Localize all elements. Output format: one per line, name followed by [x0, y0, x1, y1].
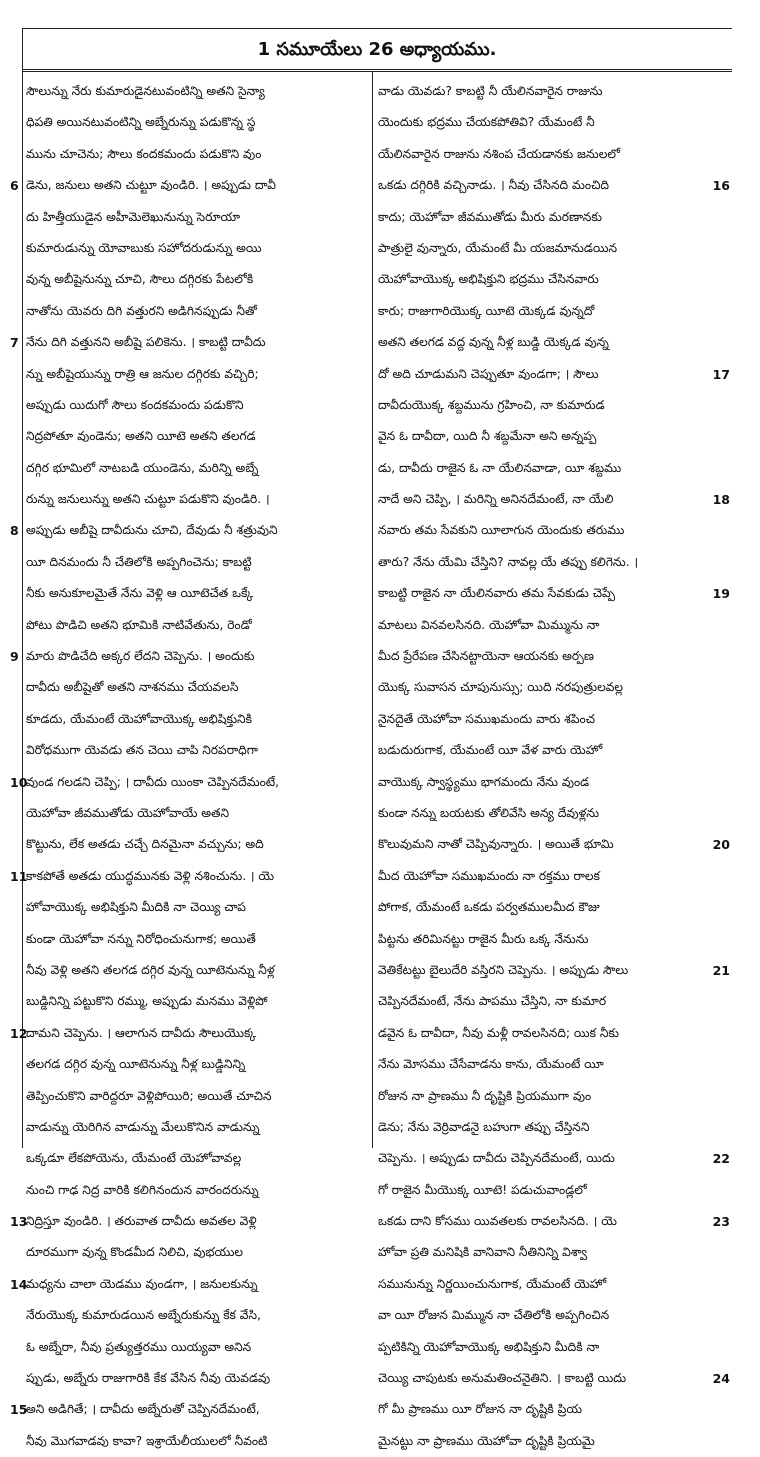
line-text: ఒకడు దాని కోసము యివతలకు రావలసినది. । యె: [378, 1214, 617, 1229]
line-text: తెప్పించుకొని వారిద్దరూ వెళ్లిపోయిరి; అయితే చూచిన: [26, 1088, 272, 1103]
text-line: [26, 264, 366, 295]
left-margin-rule: [22, 28, 23, 1148]
verse-number: 6: [10, 178, 19, 194]
verse-number: 15: [10, 1402, 28, 1418]
verse-number: 19: [712, 586, 730, 602]
text-line: [26, 1237, 366, 1268]
line-text: మీద ప్రేరేపణ చేసినట్టాయెనా ఆయనకు అర్పణ: [378, 649, 594, 664]
text-line: [378, 735, 718, 766]
line-text: డు, దావీదు రాజైన ఓ నా యేలినవాడా, యీ శబ్దము: [378, 460, 622, 475]
page-title: 1 సమూయేలు 26 అధ్యాయము.: [257, 39, 497, 60]
line-text: కారు; రాజుగారియొక్క యీటె యెక్కడ వున్నదో: [378, 303, 595, 318]
text-line: [378, 484, 730, 515]
line-text: నిద్రిస్తూ వుండిరి. । తరువాత దావీదు అవతల వెళ్లి: [26, 1214, 257, 1229]
line-text: పిట్టను తరిమినట్టు రాజైన మీరు ఒక్క నేనును: [378, 931, 589, 946]
text-line: [26, 704, 366, 735]
text-line: [10, 1206, 366, 1237]
text-line: [378, 767, 718, 798]
line-text: రోజున నా ప్రాణము నీ దృష్టికి ప్రియముగా వుం: [378, 1088, 592, 1103]
text-line: [26, 547, 366, 578]
line-text: యీ దినమందు నీ చేతిలోకి అప్పగించెను; కాబట్టి: [26, 554, 252, 569]
text-line: [26, 1332, 366, 1363]
line-text: పోగాక, యేమంటే ఒకడు పర్వతములమీద కౌజు: [378, 900, 600, 915]
line-text: మాటలు వినవలసినది. యెహోవా మిమ్మును నా: [378, 617, 600, 632]
line-text: నేరుయొక్క కుమారుడయిన అబ్నేరుకున్ను కేక వేసి,: [26, 1308, 261, 1323]
text-line: [26, 955, 366, 986]
line-text: నవారు తమ సేవకుని యీలాగున యెందుకు తరుము: [378, 523, 625, 538]
text-line: [378, 327, 718, 358]
line-text: దో అది చూడుమని చెప్పుతూ వుండగా; । సౌలు: [378, 366, 599, 381]
line-text: యెహోవాయొక్క అభిషిక్తుని భద్రము చేసినవారు: [378, 272, 599, 287]
verse-number: 7: [10, 335, 19, 351]
line-text: నీవు మొగవాడవు కావా? ఇశ్రాయేలీయులలో నీవంటి: [26, 1433, 268, 1448]
text-line: [378, 1018, 718, 1049]
line-text: బడుదురుగాక, యేమంటే యీ వేళ వారు యెహో: [378, 743, 603, 758]
line-text: ఓ అబ్నేరా, నీవు ప్రత్యుత్తరము యియ్యవా అనిన: [26, 1339, 252, 1354]
verse-number: 12: [10, 1025, 28, 1041]
verse-number: 9: [10, 649, 19, 665]
line-text: విరోధముగా యెవడు తన చెయి చాపి నిరపరాధిగా: [26, 743, 258, 758]
line-text: దామని చెప్పెను. । ఆలాగున దావీదు సౌలుయొక్క: [26, 1025, 257, 1040]
text-line: [378, 202, 718, 233]
text-line: [26, 672, 366, 703]
text-line: [378, 924, 718, 955]
line-text: దగ్గిర భూమిలో నాటబడి యుండెను, మరిన్ని అబ్నే: [26, 460, 259, 475]
text-line: [378, 829, 730, 860]
left-column: [10, 76, 366, 1457]
verse-number: 11: [10, 868, 28, 884]
text-line: [26, 892, 366, 923]
line-text: తారు? నేను యేమి చేస్తిని? నావల్ల యే తప్పు కలిగెను. ।: [378, 554, 639, 569]
line-text: నేను మోసము చేసేవాడను కాను, యేమంటే యీ: [378, 1057, 604, 1072]
line-text: మధ్యను చాలా యెడము వుండగా, । జనులకున్ను: [26, 1276, 258, 1291]
text-line: [378, 547, 718, 578]
text-line: [10, 327, 366, 358]
text-line: [26, 1175, 366, 1206]
line-text: ధిపతి అయినటువంటిన్ని అబ్నేరున్ను పడుకొన్న స్థ: [26, 115, 256, 130]
line-text: ప్పటికిన్ని యెహోవాయొక్క అభిషిక్తుని మీదికి నా: [378, 1339, 600, 1354]
line-text: యొక్క సువాసన చూపునుస్సు; యిది నరపుత్రులవల్ల: [378, 680, 624, 695]
line-text: గో రాజైన మీయొక్క యీటె! పడుచువాండ్లలో: [378, 1182, 587, 1197]
text-line: [26, 735, 366, 766]
line-text: వాయొక్క స్వాస్థ్యము భాగమందు నేను వుండ: [378, 774, 590, 789]
text-line: [26, 1300, 366, 1331]
line-text: తలగడ దగ్గిర వున్న యీటెనున్ను నీళ్ల బుడ్డినిన్ని: [26, 1057, 246, 1072]
verse-number: 20: [712, 837, 730, 853]
line-text: దు హిత్తీయుడైన అహీమెలెఖునున్ను సెరూయా: [26, 209, 241, 224]
line-text: హోవాయొక్క అభిషిక్తుని మీదికి నా చెయ్యి చాప: [26, 900, 246, 915]
text-line: [26, 1049, 366, 1080]
text-line: [378, 170, 730, 201]
line-text: కుండా యెహోవా నన్ను నిరోధించునుగాక; అయితే: [26, 931, 256, 946]
text-line: [10, 515, 366, 546]
line-text: అప్పుడు యిదుగో సౌలు కందకమందు పడుకొని: [26, 397, 244, 412]
line-text: అప్పుడు అబీషై దావీదును చూచి, దేవుడు నీ శత్రువుని: [26, 523, 278, 538]
text-line: [26, 453, 366, 484]
text-line: [26, 1363, 366, 1394]
verse-number: 18: [712, 492, 730, 508]
line-text: చెయ్యి చాపుటకు అనుమతించనైతిని. । కాబట్టి యిదు: [378, 1371, 627, 1386]
line-text: కూడదు, యేమంటే యెహోవాయొక్క అభిషిక్తునికి: [26, 711, 252, 726]
line-text: కాబట్టి రాజైన నా యేలినవారు తమ సేవకుడు చెప్పే: [378, 586, 616, 601]
line-text: కుమారుడున్ను యోవాబుకు సహోదరుడున్ను అయి: [26, 240, 262, 255]
right-column: [378, 76, 730, 1457]
line-text: కుండా నన్ను బయటకు తోలివేసి అన్య దేవుళ్లను: [378, 805, 600, 820]
text-line: [26, 484, 366, 515]
text-line: [378, 359, 730, 390]
text-line: [378, 892, 718, 923]
line-text: అని అడిగితే; । దావీదు అబ్నేరుతో చెప్పినదేమంటే,: [26, 1402, 260, 1417]
line-text: వా యీ రోజున మిమ్మున నా చేతిలోకి అప్పగించిన: [378, 1308, 610, 1323]
text-line: [378, 1143, 730, 1174]
line-text: సౌలున్ను నేరు కుమారుడైనటువంటిన్ని అతని సైన్యా: [26, 84, 265, 98]
text-line: [378, 233, 718, 264]
text-line: [26, 1426, 366, 1457]
verse-number: 21: [712, 962, 730, 978]
line-text: నుంచి గాఢ నిద్ర వారికి కలిగినందున వారందరున్ను: [26, 1182, 259, 1197]
line-text: బుడ్డినిన్ని పట్టుకొని రమ్ము, అప్పుడు మనము వెళ్లిపో: [26, 994, 268, 1009]
text-line: [378, 1049, 718, 1080]
verse-number: 24: [712, 1371, 730, 1387]
line-text: మారు పొడిచేది అక్కర లేదని చెప్పెను. । అందుకు: [26, 649, 255, 664]
text-line: [378, 1300, 718, 1331]
page-header: [22, 28, 732, 72]
text-line: [10, 1269, 366, 1300]
line-text: కొలువుమని నాతో చెప్పివున్నారు. । అయితే భూమి: [378, 837, 614, 852]
text-line: [10, 767, 366, 798]
text-line: [378, 1206, 730, 1237]
text-line: [378, 264, 718, 295]
text-line: [378, 1112, 718, 1143]
line-text: దూరముగా వున్న కొండమీద నిలిచి, వుభయుల: [26, 1245, 244, 1260]
line-text: వైన ఓ దావీదా, యిది నీ శబ్దమేనా అని అన్నప్ప: [378, 429, 597, 444]
line-text: వున్న అబీషైనున్ను చూచి, సౌలు దగ్గిరకు పేటలోకి: [26, 272, 254, 287]
line-text: ఒకడు దగ్గిరికి వచ్చినాడు. । నీవు చేసినది మంచిది: [378, 178, 610, 193]
text-line: [378, 578, 730, 609]
text-line: [378, 798, 718, 829]
line-text: ప్పుడు, అబ్నేరు రాజుగారికి కేక వేసిన నీవు యెవడవు: [26, 1371, 271, 1386]
text-line: [26, 107, 366, 138]
line-text: హోవా ప్రతి మనిషికి వానివాని నీతినిన్ని విశ్వా: [378, 1245, 588, 1260]
text-line: [378, 955, 730, 986]
text-line: [378, 1332, 718, 1363]
line-text: నైనదైతే యెహోవా సముఖమందు వారు శపించ: [378, 711, 595, 726]
text-line: [378, 421, 718, 452]
column-divider: [372, 72, 373, 1148]
text-line: [26, 1081, 366, 1112]
text-line: [26, 924, 366, 955]
text-line: [378, 641, 718, 672]
text-line: [378, 515, 718, 546]
text-line: [26, 296, 366, 327]
text-line: [26, 798, 366, 829]
line-text: యెహోవా జీవముతోడు యెహోవాయే అతని: [26, 805, 230, 820]
text-line: [10, 641, 366, 672]
text-line: [10, 1394, 366, 1425]
line-text: అతని తలగడ వద్ద వున్న నీళ్ల బుడ్డి యెక్కడ వున్న: [378, 335, 609, 350]
line-text: దావీదు అబీషైతో అతని నాశనము చేయవలసి: [26, 680, 239, 695]
line-text: నీవు వెళ్లి అతని తలగడ దగ్గిర వున్న యీటెనున్ను నీళ్ల: [26, 962, 275, 977]
text-line: [378, 986, 718, 1017]
line-text: కాకపోతే అతడు యుద్ధమునకు వెళ్లి నశించును. । యె: [26, 868, 275, 883]
text-line: [378, 1394, 718, 1425]
text-line: [26, 578, 366, 609]
text-line: [10, 1018, 366, 1049]
verse-number: 17: [712, 366, 730, 382]
line-text: వాడున్ను యెరిగిన వాడున్ను మేలుకొనిన వాడున్ను: [26, 1119, 260, 1134]
text-line: [26, 829, 366, 860]
text-line: [26, 610, 366, 641]
line-text: వెతికేటట్టు బైలుదేరి వస్తిరని చెప్పెను. । అప్పుడు సౌలు: [378, 962, 629, 977]
line-text: రున్ను జనులున్ను అతని చుట్టూ పడుకొని వుండిరి. ।: [26, 492, 270, 507]
line-text: యేలినవారైన రాజును నశింప చేయడానకు జనులలో: [378, 146, 620, 161]
verse-number: 14: [10, 1276, 28, 1292]
verse-number: 13: [10, 1214, 28, 1230]
line-text: డెను; నేను వెర్రివాడనై బహుగా తప్పు చేస్తినని: [378, 1119, 590, 1134]
text-line: [378, 704, 718, 735]
text-line: [26, 1143, 366, 1174]
line-text: నిద్రపోతూ వుండెను; అతని యీటె అతని తలగడ: [26, 429, 256, 444]
line-text: నాదే అని చెప్పి, । మరిన్ని అనినదేమంటే, నా యేలి: [378, 492, 614, 507]
verse-number: 23: [712, 1214, 730, 1230]
verse-number: 8: [10, 523, 19, 539]
line-text: సమునున్ను నిర్ణయించునుగాక, యేమంటే యెహో: [378, 1276, 607, 1291]
text-line: [378, 1363, 730, 1394]
line-text: గో మీ ప్రాణము యీ రోజున నా దృష్టికి ప్రియ: [378, 1402, 583, 1417]
text-line: [26, 202, 366, 233]
text-line: [378, 610, 718, 641]
text-line: [378, 453, 718, 484]
line-text: వాడు యెవడు? కాబట్టి నీ యేలినవారైన రాజును: [378, 84, 603, 98]
text-line: [26, 986, 366, 1017]
text-line: [378, 107, 718, 138]
verse-number: 22: [712, 1151, 730, 1167]
text-line: [10, 861, 366, 892]
line-text: నీకు అనుకూలమైతే నేను వెళ్లి ఆ యీటెచేత ఒక్కే: [26, 586, 254, 601]
text-line: [378, 672, 718, 703]
bible-page: [6, 28, 732, 1448]
text-line: [378, 1237, 718, 1268]
line-text: యెందుకు భద్రము చేయకపోతివి? యేమంటే నీ: [378, 115, 595, 130]
text-line: [378, 1175, 718, 1206]
line-text: కొట్టును, లేక అతడు చచ్చే దినమైనా వచ్చును; అది: [26, 837, 264, 852]
line-text: చెప్పినదేమంటే, నేను పాపము చేస్తిని, నా కుమార: [378, 994, 607, 1009]
text-line: [378, 76, 718, 107]
text-line: [26, 390, 366, 421]
text-line: [26, 139, 366, 170]
text-line: [378, 1426, 718, 1457]
text-line: [378, 1269, 718, 1300]
line-text: నాతోను యెవరు దిగి వత్తురని అడిగినప్పుడు నీతో: [26, 303, 257, 318]
line-text: మీద యెహోవా సముఖమందు నా రక్తము రాలక: [378, 868, 600, 883]
text-line: [378, 139, 718, 170]
line-text: మైనట్టు నా ప్రాణము యెహోవా దృష్టికి ప్రియమై: [378, 1433, 595, 1448]
text-line: [26, 1112, 366, 1143]
text-line: [378, 296, 718, 327]
text-line: [378, 861, 718, 892]
line-text: డవైన ఓ దావీదా, నీవు మళ్లీ రావలసినది; యిక నీకు: [378, 1025, 619, 1040]
line-text: న్ను అబీషైయున్ను రాత్రి ఆ జనుల దగ్గిరకు వచ్చిరి;: [26, 366, 259, 381]
text-line: [378, 390, 718, 421]
verse-number: 16: [712, 178, 730, 194]
text-line: [26, 233, 366, 264]
line-text: వుండ గలడని చెప్పి; । దావీదు యింకా చెప్పినదేమంటే,: [26, 774, 280, 789]
verse-number: 10: [10, 774, 28, 790]
line-text: డెను, జనులు అతని చుట్టూ వుండిరి. । అప్పుడు దావీ: [26, 178, 276, 193]
line-text: ఒక్కడూ లేకపోయెను, యేమంటే యెహోవావల్ల: [26, 1151, 242, 1166]
line-text: కాదు; యెహోవా జీవముతోడు మీరు మరణానకు: [378, 209, 602, 224]
text-line: [10, 170, 366, 201]
text-line: [26, 421, 366, 452]
line-text: పోటు పొడిచి అతని భూమికి నాటివేతును, రెండో: [26, 617, 252, 632]
line-text: చెప్పెను. । అప్పుడు దావీదు చెప్పినదేమంటే, యిదు: [378, 1151, 615, 1166]
line-text: పాత్రులై వున్నారు, యేమంటే మీ యజమానుడయిన: [378, 240, 618, 255]
line-text: దావీదుయొక్క శబ్దమును గ్రహించి, నా కుమారుడ: [378, 397, 605, 412]
text-line: [26, 359, 366, 390]
line-text: మును చూచెను; సౌలు కందకమందు పడుకొని వుం: [26, 146, 262, 161]
line-text: నేను దిగి వత్తునని అబీషై పలికెను. । కాబట్టి దావీదు: [26, 335, 266, 350]
text-line: [26, 76, 366, 107]
text-line: [378, 1081, 718, 1112]
